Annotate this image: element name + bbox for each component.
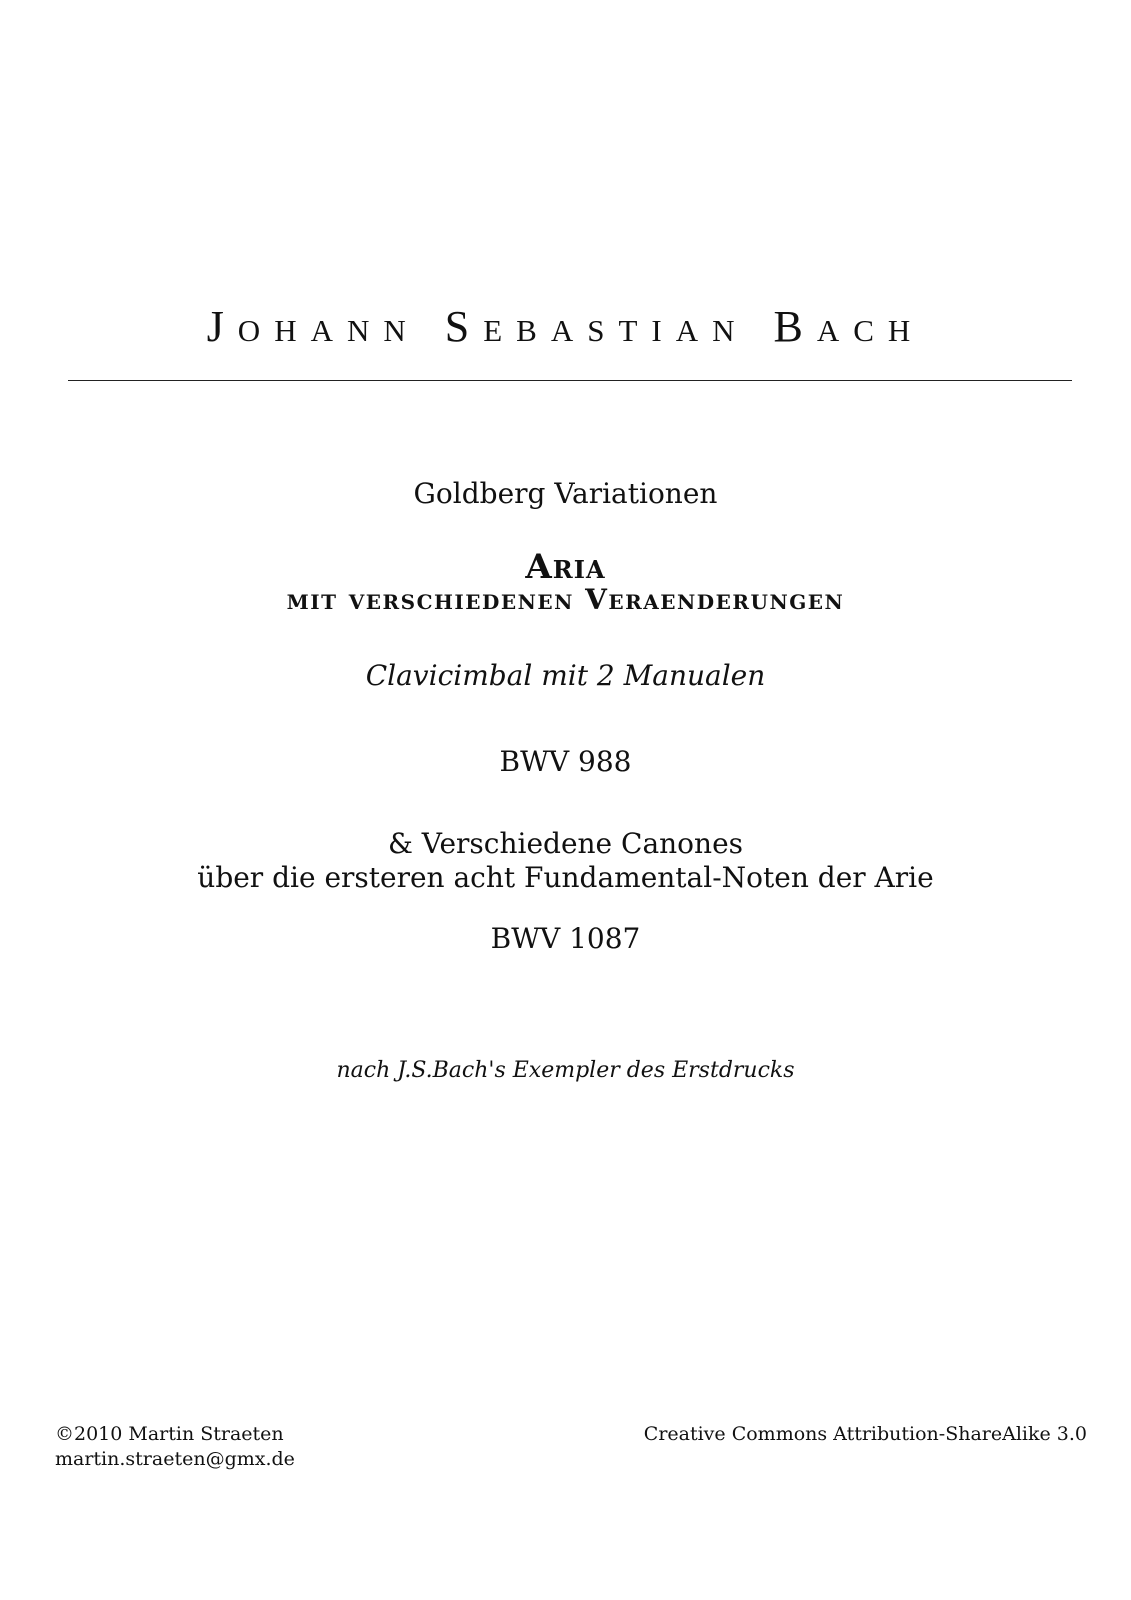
title-divider (68, 380, 1072, 381)
contact-email: martin.straeten@gmx.de (55, 1448, 295, 1470)
catalog-number-variations: BWV 988 (499, 745, 632, 778)
license-line: Creative Commons Attribution-ShareAlike 3.0 (643, 1423, 1087, 1445)
source-note: nach J.S.Bach's Exempler des Erstdrucks (336, 1058, 795, 1083)
title-subtitle: mit verschiedenen Veraenderungen (286, 583, 845, 616)
instrument: Clavicimbal mit 2 Manualen (365, 659, 766, 692)
work-name: Goldberg Variationen (413, 477, 718, 510)
title-main: Aria (525, 547, 606, 587)
footer-right (644, 1422, 1087, 1447)
canones-description: über die ersteren acht Fundamental-Noten der Arie (197, 861, 934, 894)
footer-left (55, 1422, 295, 1472)
canones-title: & Verschiedene Canones (387, 827, 744, 860)
composer-name: Johann Sebastian Bach (206, 302, 925, 351)
catalog-number-canones: BWV 1087 (490, 922, 641, 955)
copyright-line: ©2010 Martin Straeten (55, 1423, 284, 1445)
